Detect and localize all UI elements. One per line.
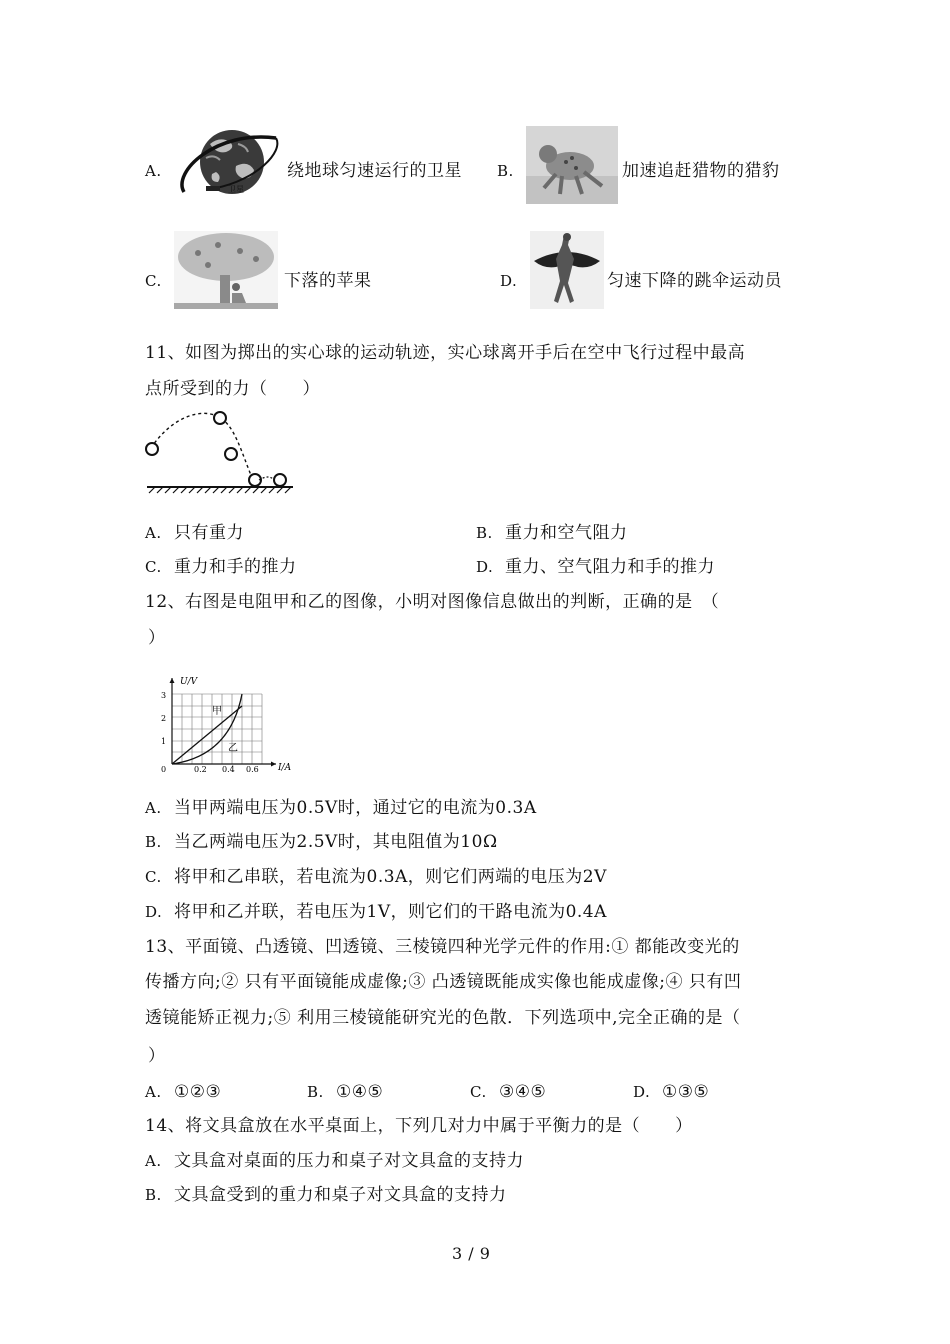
y-tick: 3 (161, 691, 167, 700)
q12-option-d-label: D. (145, 903, 163, 921)
q11-option-a-text: 只有重力 (174, 523, 244, 543)
q12-option-b-label: B. (145, 833, 162, 851)
q13-stem-line3: 透镜能矫正视力;⑤ 利用三棱镜能研究光的色散．下列选项中,完全正确的是（ (145, 1008, 741, 1028)
option-text: 下落的苹果 (284, 271, 372, 291)
option-text: 匀速下降的跳伞运动员 (607, 271, 782, 291)
q14-option-a-text: 文具盒对桌面的压力和桌子对文具盒的支持力 (174, 1151, 524, 1171)
q11-option-c-text: 重力和手的推力 (174, 557, 297, 577)
y-tick: 1 (161, 737, 167, 746)
q13-stem-line4: ） (148, 1046, 166, 1066)
q14-stem: 14、将文具盒放在水平桌面上，下列几对力中属于平衡力的是（ ） (145, 1116, 693, 1136)
q13-stem-line1: 13、平面镜、凸透镜、凹透镜、三棱镜四种光学元件的作用:① 都能改变光的 (145, 937, 740, 957)
q12-option-a-text: 当甲两端电压为0.5V时，通过它的电流为0.3A (174, 798, 537, 818)
q11-stem-line1: 11、如图为掷出的实心球的运动轨迹，实心球离开手后在空中飞行过程中最高 (145, 343, 746, 363)
q11-option-b-label: B. (476, 524, 493, 542)
x-tick: 0.6 (246, 765, 259, 774)
q11-stem-line2: 点所受到的力（ ） (145, 379, 320, 399)
q12-stem-line2: ） (148, 628, 166, 648)
q12-option-c-label: C. (145, 868, 162, 886)
option-label: A. (145, 162, 162, 180)
option-label: D. (500, 272, 518, 290)
parachutist-image (530, 231, 604, 309)
curve-jia-line (172, 706, 242, 764)
q13-option-b-label: B. (307, 1083, 324, 1101)
q13-stem-line2: 传播方向;② 只有平面镜能成虚像;③ 凸透镜既能成实像也能成虚像;④ 只有凹 (145, 972, 742, 992)
q12-option-c-text: 将甲和乙串联，若电流为0.3A，则它们两端的电压为2V (174, 867, 607, 887)
x-tick: 0.4 (222, 765, 235, 774)
q12-option-a-label: A. (145, 799, 162, 817)
q14-option-b-label: B. (145, 1186, 162, 1204)
q13-option-a-text: ①②③ (174, 1082, 222, 1102)
option-text: 绕地球匀速运行的卫星 (287, 161, 462, 181)
q13-option-c-text: ③④⑤ (499, 1082, 547, 1102)
q11-option-c-label: C. (145, 558, 162, 576)
x-tick: 0.2 (194, 765, 207, 774)
option-text: 加速追赶猎物的猎豹 (622, 161, 780, 181)
cheetah-image (526, 126, 618, 204)
q14-option-b-text: 文具盒受到的重力和桌子对文具盒的支持力 (174, 1185, 507, 1205)
q11-option-d-label: D. (476, 558, 494, 576)
apple-tree-image (174, 231, 278, 309)
y-axis-label: U/V (180, 677, 198, 687)
shot-put-trajectory-figure (143, 410, 295, 494)
satellite-orbit-image (176, 122, 284, 200)
q13-option-c-label: C. (470, 1083, 487, 1101)
y-tick: 0 (161, 765, 167, 774)
q11-option-a-label: A. (145, 524, 162, 542)
option-label: C. (145, 272, 162, 290)
q12-stem-line1: 12、右图是电阻甲和乙的图像，小明对图像信息做出的判断，正确的是 （ (145, 592, 720, 612)
q13-option-a-label: A. (145, 1083, 162, 1101)
y-tick: 2 (161, 714, 167, 723)
resistance-graph (158, 672, 298, 776)
satellite-caption: 卫星 (228, 185, 244, 194)
q12-option-b-text: 当乙两端电压为2.5V时，其电阻值为10Ω (174, 832, 498, 852)
curve-yi-label: 乙 (228, 743, 238, 754)
q13-option-d-text: ①③⑤ (662, 1082, 710, 1102)
q13-option-d-label: D. (633, 1083, 651, 1101)
option-label: B. (497, 162, 514, 180)
curve-jia-label: 甲 (212, 706, 222, 717)
q12-option-d-text: 将甲和乙并联，若电压为1V，则它们的干路电流为0.4A (174, 902, 607, 922)
q11-option-d-text: 重力、空气阻力和手的推力 (505, 557, 715, 577)
q13-option-b-text: ①④⑤ (336, 1082, 384, 1102)
page-number: 3 / 9 (452, 1244, 491, 1263)
q14-option-a-label: A. (145, 1152, 162, 1170)
q11-option-b-text: 重力和空气阻力 (505, 523, 628, 543)
x-axis-label: I/A (278, 763, 292, 773)
